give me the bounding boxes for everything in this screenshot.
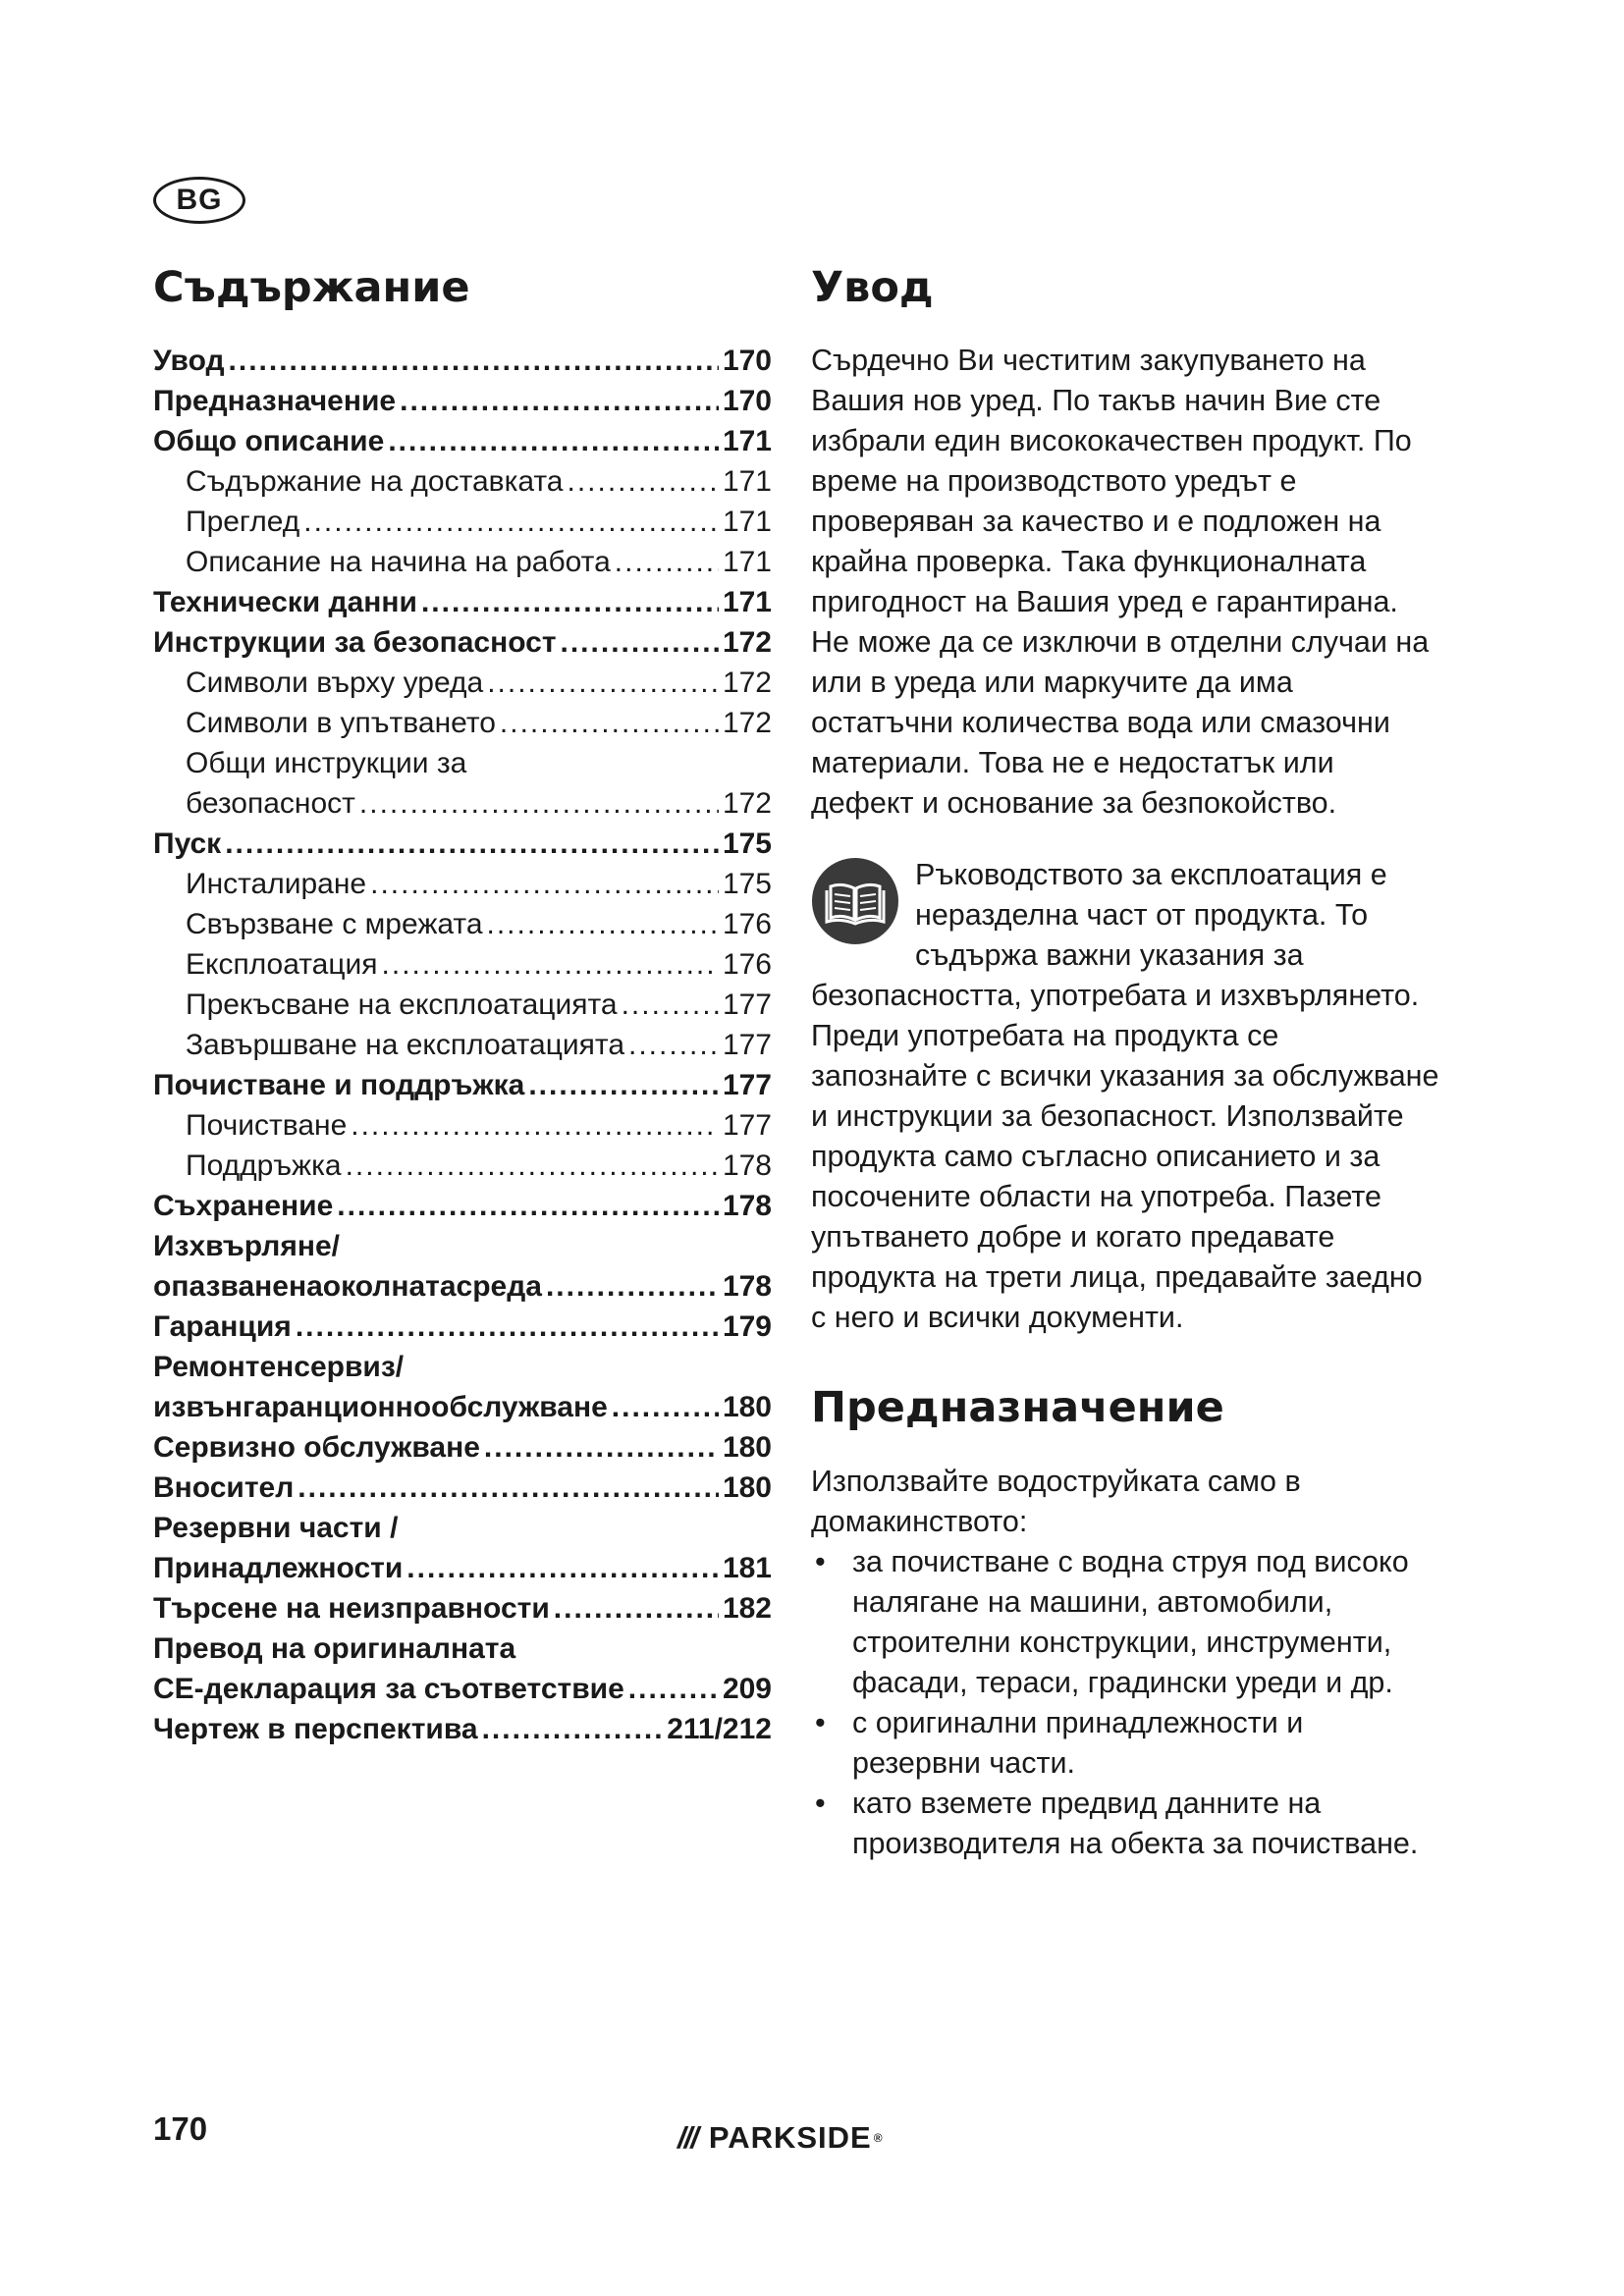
toc-entry-page: 178 [722, 1270, 772, 1304]
toc-entry[interactable] [153, 381, 772, 421]
purpose-list [811, 1542, 1439, 1864]
toc-leader-dots [482, 1709, 664, 1749]
toc-leader-dots [298, 1468, 719, 1508]
language-badge [153, 177, 245, 224]
toc-leader-dots [346, 1146, 719, 1186]
toc-entry-title: Резервни части / [153, 1512, 399, 1545]
list-item [811, 1703, 1439, 1784]
toc-entry[interactable] [153, 421, 772, 461]
toc-entry[interactable] [153, 1266, 772, 1307]
toc-entry-title: Свързване с мрежата [186, 908, 483, 941]
toc-entry-page: 176 [722, 908, 772, 941]
toc-leader-dots [337, 1186, 719, 1226]
bullet-icon: • [815, 1705, 826, 1739]
manual-note-text: Ръководството за експлоатация е неразделна част от продукта. То съдържа важни указания за безопасността, употребата и изхвърлянето. Преди употребата на продукта се запознайте с всички указания за обслужване и инструкции за безопасност. Използвайте продукта само съгласно описанието и за посочените области на употреба. Пазете упътването добре и когато предавате продукта на трети лица, предавайте заедно с него и всички документи. [811, 858, 1439, 1335]
toc-entry-title: Почистване [186, 1109, 348, 1143]
toc-entry[interactable] [153, 864, 772, 904]
toc-leader-dots [546, 1266, 719, 1307]
toc-entry[interactable] [153, 1226, 772, 1266]
toc-entry-title: Гаранция [153, 1310, 292, 1344]
toc-entry[interactable] [153, 783, 772, 824]
toc-entry[interactable] [153, 1025, 772, 1065]
toc-entry-page: 172 [722, 707, 772, 740]
toc-entry-page: 172 [722, 787, 772, 821]
toc-entry-page: 211/212 [667, 1713, 772, 1746]
toc-leader-dots [388, 421, 719, 461]
right-column [811, 265, 1439, 1864]
toc-entry-title: Ремонтенсервиз/ [153, 1351, 405, 1384]
toc-leader-dots [400, 381, 719, 421]
toc-entry[interactable] [153, 1669, 772, 1709]
toc-leader-dots [500, 703, 719, 743]
toc-entry-page: 171 [722, 586, 772, 619]
toc-leader-dots [528, 1065, 719, 1105]
toc-entry-title: Поддръжка [186, 1149, 342, 1183]
toc-entry-title: Инсталиране [186, 868, 367, 901]
toc-entry-title: Прекъсване на експлоатацията [186, 988, 618, 1022]
toc-entry-title: Сервизно обслужване [153, 1431, 480, 1465]
toc-entry[interactable] [153, 502, 772, 542]
toc-leader-dots [615, 542, 719, 582]
toc-entry-title: Технически данни [153, 586, 417, 619]
toc-entry[interactable] [153, 1468, 772, 1508]
toc-leader-dots [561, 622, 719, 663]
toc-entry[interactable] [153, 1548, 772, 1588]
trademark-mark: ® [873, 2131, 884, 2145]
toc-leader-dots [612, 1387, 719, 1427]
toc-leader-dots [229, 341, 719, 381]
toc-entry-page: 209 [722, 1673, 772, 1706]
toc-entry-page: 170 [722, 345, 772, 378]
intro-title: Увод [811, 263, 934, 312]
toc-entry-title: Инструкции за безопасност [153, 626, 557, 660]
toc-leader-dots [628, 1669, 719, 1709]
manual-note [811, 855, 1439, 1338]
toc-entry-title: Символи върху уреда [186, 667, 484, 700]
brand-logo [677, 2120, 884, 2156]
toc-entry[interactable] [153, 944, 772, 985]
toc-entry-page: 170 [722, 385, 772, 418]
toc-leader-dots [406, 1548, 719, 1588]
toc-leader-dots [487, 904, 719, 944]
brand-slashes: /// [677, 2120, 697, 2155]
toc-entry-title: Увод [153, 345, 225, 378]
toc-entry-title: Завършване на експлоатацията [186, 1029, 625, 1062]
toc-leader-dots [568, 461, 719, 502]
toc-entry[interactable] [153, 1629, 772, 1669]
toc-entry[interactable] [153, 1588, 772, 1629]
toc-entry-title: Почистване и поддръжка [153, 1069, 525, 1102]
bullet-icon: • [815, 1786, 826, 1820]
toc-entry-page: 180 [722, 1391, 772, 1424]
toc-leader-dots [554, 1588, 719, 1629]
open-book-icon [811, 857, 899, 945]
toc-leader-dots [628, 1025, 719, 1065]
toc-leader-dots [487, 663, 719, 703]
toc-entry-title: Съдържание на доставката [186, 465, 564, 499]
toc-entry-title: Общо описание [153, 425, 385, 458]
toc-entry-title: Съхранение [153, 1190, 334, 1223]
toc-leader-dots [484, 1427, 719, 1468]
toc-entry[interactable] [153, 1065, 772, 1105]
toc-entry-title: Описание на начина на работа [186, 546, 611, 579]
toc-entry[interactable] [153, 1307, 772, 1347]
toc-leader-dots [225, 824, 719, 864]
toc-entry-page: 182 [722, 1592, 772, 1626]
toc-entry-title: безопасност [186, 787, 355, 821]
toc-entry[interactable] [153, 1105, 772, 1146]
toc-entry-title: опазваненаоколнатасреда [153, 1270, 542, 1304]
bullet-icon: • [815, 1544, 826, 1578]
toc-entry[interactable] [153, 1186, 772, 1226]
toc-entry[interactable] [153, 622, 772, 663]
toc-entry-page: 171 [722, 425, 772, 458]
toc-entry-page: 171 [722, 465, 772, 499]
toc-leader-dots [296, 1307, 719, 1347]
toc-entry[interactable] [153, 542, 772, 582]
page-number: 170 [153, 2110, 208, 2147]
toc-leader-dots [421, 582, 719, 622]
toc-entry[interactable] [153, 1146, 772, 1186]
toc-entry-title: Изхвърляне/ [153, 1230, 341, 1263]
toc-entry-title: Експлоатация [186, 948, 378, 982]
toc-entry-title: Предназначение [153, 385, 397, 418]
toc-leader-dots [359, 783, 719, 824]
toc-entry[interactable] [153, 743, 772, 783]
toc-entry-page: 171 [722, 546, 772, 579]
toc-entry-page: 177 [722, 1029, 772, 1062]
toc-entry[interactable] [153, 1387, 772, 1427]
intro-paragraph: Сърдечно Ви честитим закупуването на Вашия нов уред. По такъв начин Вие сте избрали един висококачествен продукт. По време на производството уредът е проверяван за качество и е подложен на крайна проверка. Така функционалната пригодност на Вашия уред е гарантирана. Не може да се изключи в отделни случаи на или в уреда или маркучите да има остатъчни количества вода или смазочни материали. Това не е недостатък или дефект и основание за безпокойство. [811, 344, 1430, 821]
table-of-contents [153, 265, 772, 1749]
toc-entry[interactable] [153, 1347, 772, 1387]
list-item [811, 1542, 1439, 1703]
purpose-item-text: за почистване с водна струя под високо налягане на машини, автомобили, строителни конструкции, инструменти, фасади, тераси, градински уреди и др. [852, 1544, 1409, 1699]
toc-entry-title: Чертеж в перспектива [153, 1713, 478, 1746]
toc-entry-title: Превод на оригиналната [153, 1632, 516, 1666]
purpose-item-text: като вземете предвид данните на производителя на обекта за почистване. [852, 1786, 1419, 1860]
toc-entry-page: 178 [722, 1190, 772, 1223]
toc-entry-title: Принадлежности [153, 1552, 404, 1585]
toc-leader-dots [622, 985, 719, 1025]
toc-entry[interactable] [153, 582, 772, 622]
toc-entry-title: CE-декларация за съответствие [153, 1673, 624, 1706]
brand-name: PARKSIDE [708, 2120, 872, 2155]
toc-entry-page: 177 [722, 1069, 772, 1102]
toc-entry-title: Вносител [153, 1471, 295, 1505]
toc-entry-page: 180 [722, 1471, 772, 1505]
toc-entry[interactable] [153, 985, 772, 1025]
toc-list [153, 341, 772, 1749]
toc-leader-dots [303, 502, 719, 542]
toc-entry-page: 175 [722, 828, 772, 861]
toc-entry[interactable] [153, 904, 772, 944]
toc-entry[interactable] [153, 1508, 772, 1548]
toc-entry-page: 176 [722, 948, 772, 982]
toc-entry[interactable] [153, 824, 772, 864]
toc-entry-page: 172 [722, 626, 772, 660]
toc-entry-title: Търсене на неизправности [153, 1592, 550, 1626]
purpose-lead: Използвайте водоструйката само в домакинството: [811, 1464, 1301, 1538]
toc-entry-page: 180 [722, 1431, 772, 1465]
toc-entry-title: Преглед [186, 506, 300, 539]
toc-entry-page: 177 [722, 988, 772, 1022]
toc-leader-dots [382, 944, 719, 985]
toc-entry[interactable] [153, 1427, 772, 1468]
toc-entry-page: 179 [722, 1310, 772, 1344]
toc-entry[interactable] [153, 663, 772, 703]
toc-entry-page: 178 [722, 1149, 772, 1183]
toc-entry-title: Пуск [153, 828, 222, 861]
toc-entry-page: 181 [722, 1552, 772, 1585]
purpose-title: Предназначение [811, 1383, 1224, 1433]
toc-entry-title: извънгаранционнообслужване [153, 1391, 608, 1424]
toc-entry[interactable] [153, 1709, 772, 1749]
purpose-item-text: с оригинални принадлежности и резервни части. [852, 1705, 1304, 1780]
toc-entry[interactable] [153, 703, 772, 743]
toc-entry-page: 172 [722, 667, 772, 700]
toc-leader-dots [370, 864, 719, 904]
toc-entry-page: 177 [722, 1109, 772, 1143]
language-code: BG [176, 184, 223, 216]
toc-leader-dots [351, 1105, 719, 1146]
toc-entry-page: 171 [722, 506, 772, 539]
toc-entry-title: Общи инструкции за [186, 747, 467, 780]
toc-entry-title: Символи в упътването [186, 707, 496, 740]
toc-entry-page: 175 [722, 868, 772, 901]
toc-entry[interactable] [153, 341, 772, 381]
toc-entry[interactable] [153, 461, 772, 502]
toc-title: Съдържание [153, 263, 470, 312]
list-item [811, 1784, 1439, 1864]
